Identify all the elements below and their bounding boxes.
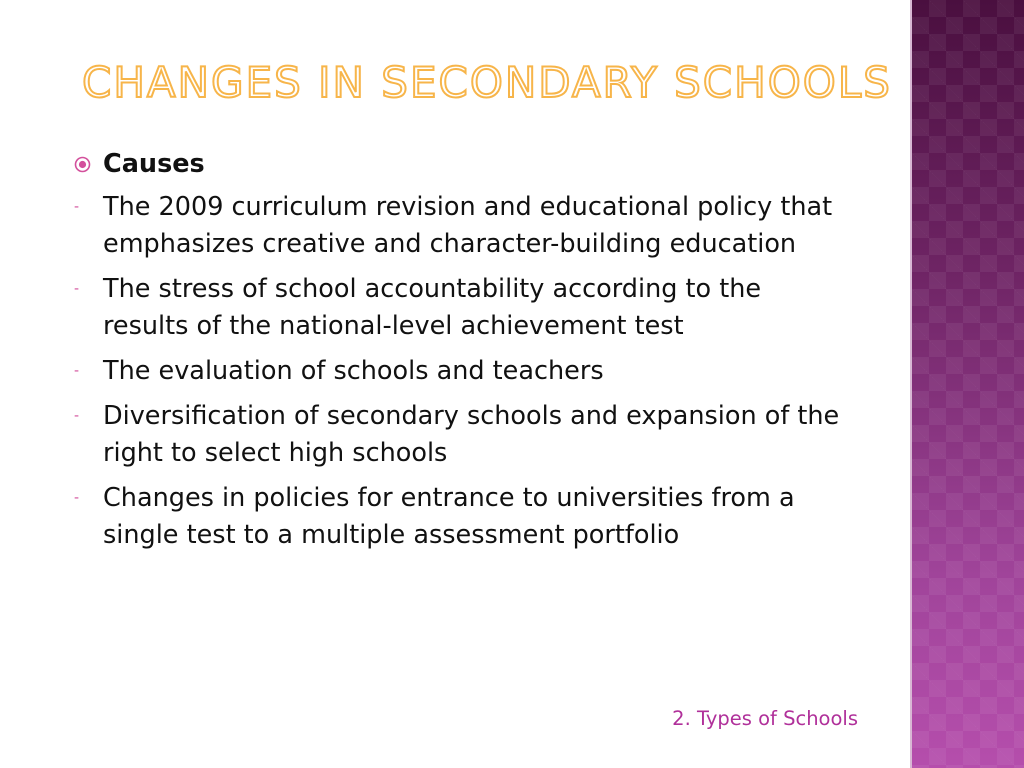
dash-bullet-icon: - xyxy=(74,490,80,506)
slide-title: CHANGES IN SECONDARY SCHOOLS xyxy=(82,58,892,107)
cause-item xyxy=(72,480,852,554)
causes-heading-row xyxy=(72,146,852,183)
slide-content xyxy=(72,146,852,562)
cause-item xyxy=(72,271,852,345)
dash-bullet-icon: - xyxy=(74,408,80,424)
cause-item-text: The stress of school accountability according to the results of the national-level achievement test xyxy=(103,274,762,341)
cause-item xyxy=(72,398,852,472)
target-bullet-icon xyxy=(74,156,91,173)
dash-bullet-icon: - xyxy=(74,199,80,215)
cause-item-text: The 2009 curriculum revision and educational policy that emphasizes creative and character-building education xyxy=(103,192,833,259)
dash-bullet-icon: - xyxy=(74,363,80,379)
dash-bullet-icon: - xyxy=(74,281,80,297)
slide-footer: 2. Types of Schools xyxy=(672,707,858,730)
cause-item-text: Changes in policies for entrance to universities from a single test to a multiple assessment portfolio xyxy=(103,483,795,550)
decorative-sidebar xyxy=(912,0,1024,768)
cause-item xyxy=(72,189,852,263)
causes-heading: Causes xyxy=(103,149,205,179)
cause-item-text: Diversification of secondary schools and expansion of the right to select high schools xyxy=(103,401,840,468)
cause-item-text: The evaluation of schools and teachers xyxy=(103,356,604,386)
cause-item xyxy=(72,353,852,390)
